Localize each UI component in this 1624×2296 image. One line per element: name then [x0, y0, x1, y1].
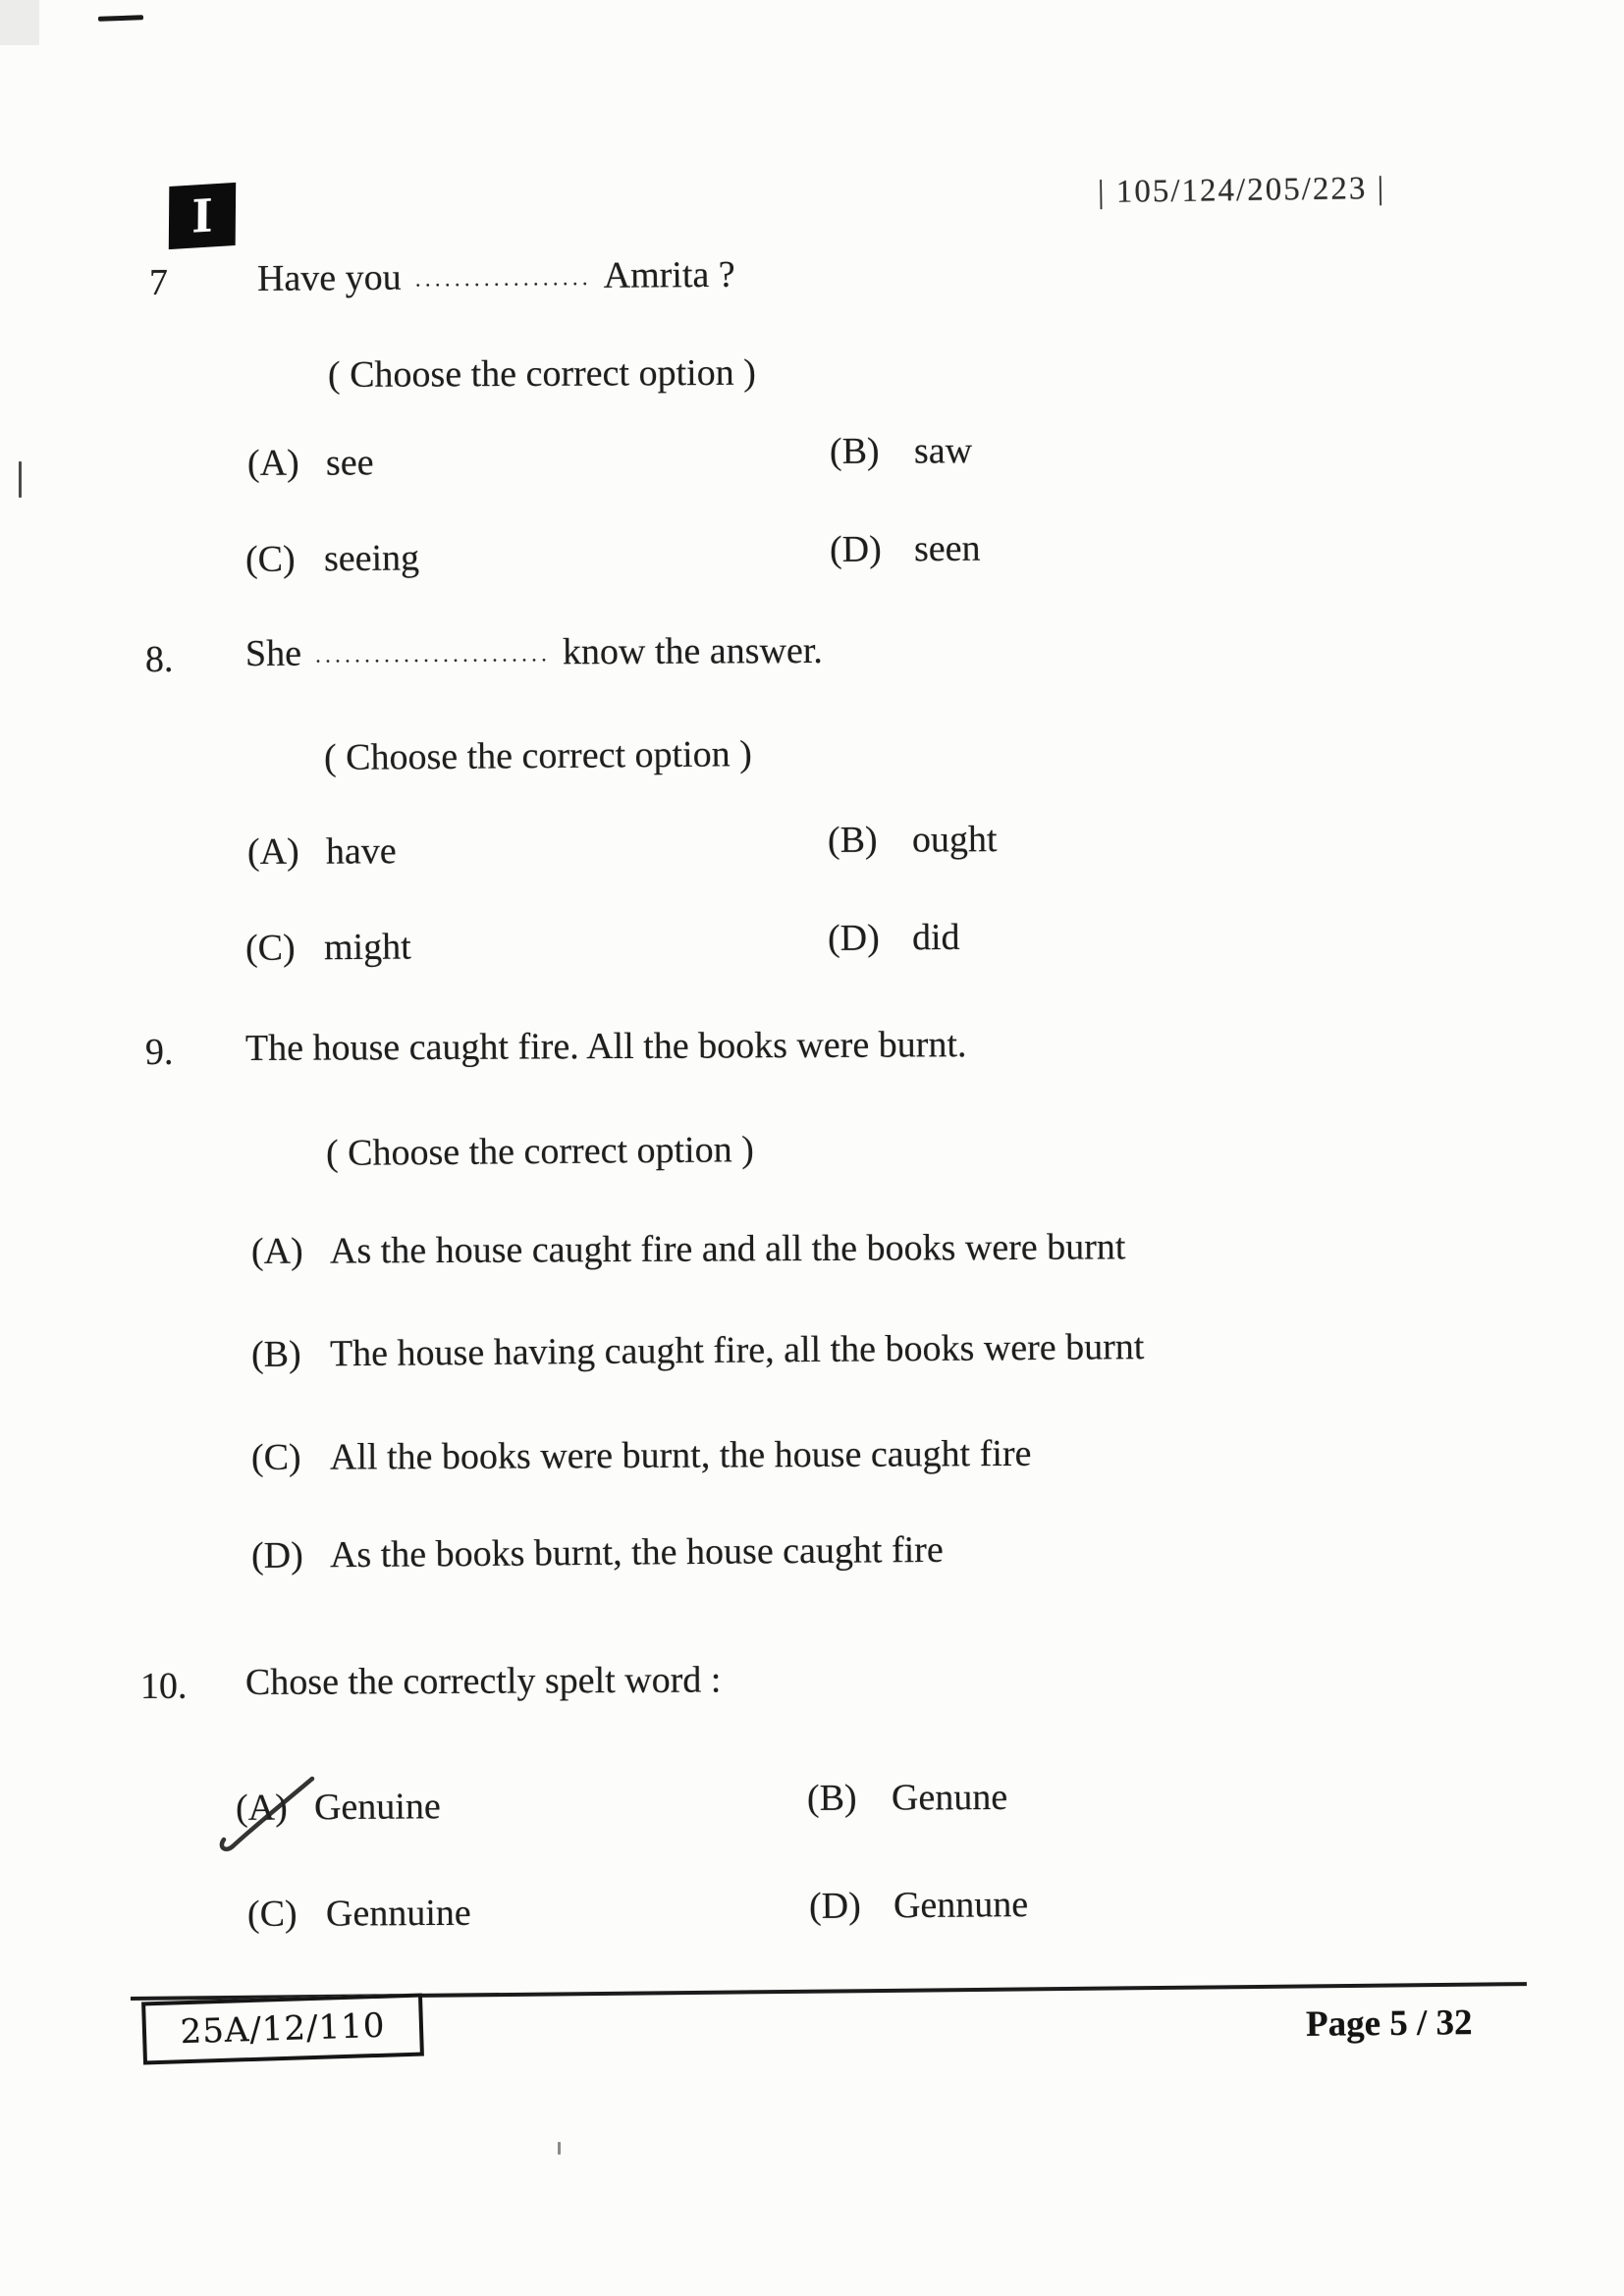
option-label: (D)	[827, 917, 880, 959]
option-d	[830, 529, 981, 571]
option-text: Genuine	[313, 1786, 441, 1829]
blank-dots: ..................	[414, 265, 592, 293]
option-label: (C)	[250, 1436, 301, 1478]
scan-dash-mark	[98, 15, 143, 22]
option-b	[828, 820, 998, 862]
option-a	[247, 443, 374, 484]
option-a	[251, 1227, 1126, 1272]
option-label: (A)	[250, 1230, 303, 1272]
option-text: might	[323, 926, 411, 969]
option-c	[245, 928, 411, 970]
section-marker: I	[191, 188, 213, 243]
option-label: (D)	[250, 1534, 303, 1576]
option-text: see	[325, 442, 374, 484]
option-text: did	[911, 916, 960, 959]
scan-tick-mark	[19, 461, 22, 498]
option-label: (D)	[829, 528, 882, 570]
question-text: Have you .................. Amrita ?	[256, 253, 735, 299]
option-text: have	[325, 830, 397, 873]
option-label: (A)	[235, 1787, 288, 1829]
option-a	[236, 1787, 441, 1830]
option-c	[251, 1434, 1032, 1479]
option-b	[830, 431, 972, 473]
question-text: The house caught fire. All the books were burnt.	[244, 1024, 967, 1069]
option-b	[807, 1778, 1007, 1820]
page-indicator: Page 5 / 32	[1305, 2002, 1473, 2045]
question-number: 9.	[144, 1031, 174, 1073]
option-b	[251, 1327, 1145, 1376]
option-label: (A)	[246, 830, 299, 873]
option-text: Gennuine	[325, 1892, 471, 1935]
question-number: 7	[148, 261, 169, 303]
option-text: Genune	[891, 1776, 1008, 1819]
instruction-text: ( Choose the correct option )	[323, 733, 752, 778]
question-number: 8.	[144, 638, 174, 680]
paper-code: | 105/124/205/223 |	[1097, 170, 1386, 211]
scan-speck	[558, 2142, 561, 2155]
option-label: (D)	[808, 1885, 861, 1927]
instruction-text: ( Choose the correct option )	[325, 1129, 754, 1174]
option-label: (A)	[246, 442, 299, 484]
option-text: The house having caught fire, all the books were burnt	[329, 1326, 1145, 1375]
option-text: As the books burnt, the house caught fire	[329, 1528, 944, 1576]
option-c	[247, 1894, 471, 1936]
option-text: saw	[913, 430, 973, 472]
option-label: (B)	[806, 1777, 857, 1819]
option-label: (B)	[250, 1333, 301, 1375]
option-text: ought	[911, 819, 998, 861]
option-text: All the books were burnt, the house caught fire	[329, 1432, 1032, 1478]
question-number: 10.	[139, 1665, 188, 1707]
option-text: seen	[913, 527, 981, 570]
option-text: As the house caught fire and all the books were burnt	[329, 1226, 1126, 1272]
registration-code-box	[141, 1994, 424, 2065]
option-label: (C)	[244, 538, 296, 580]
scan-smudge	[0, 0, 39, 45]
option-label: (C)	[246, 1893, 298, 1935]
option-d	[809, 1885, 1029, 1928]
blank-dots: ........................	[314, 641, 552, 668]
instruction-text: ( Choose the correct option )	[327, 351, 756, 396]
option-a	[247, 831, 397, 874]
option-text: seeing	[323, 537, 420, 580]
option-label: (B)	[829, 430, 880, 472]
option-d	[251, 1530, 944, 1577]
section-marker-box	[169, 183, 236, 249]
option-label: (B)	[827, 819, 878, 861]
question-text: Chose the correctly spelt word :	[244, 1659, 722, 1703]
option-c	[245, 538, 419, 580]
question-text: She ........................ know the answer.	[244, 629, 823, 674]
registration-code: 25A/12/110	[179, 2005, 387, 2053]
option-d	[828, 918, 960, 960]
option-label: (C)	[244, 927, 296, 969]
option-text: Gennune	[893, 1884, 1029, 1927]
